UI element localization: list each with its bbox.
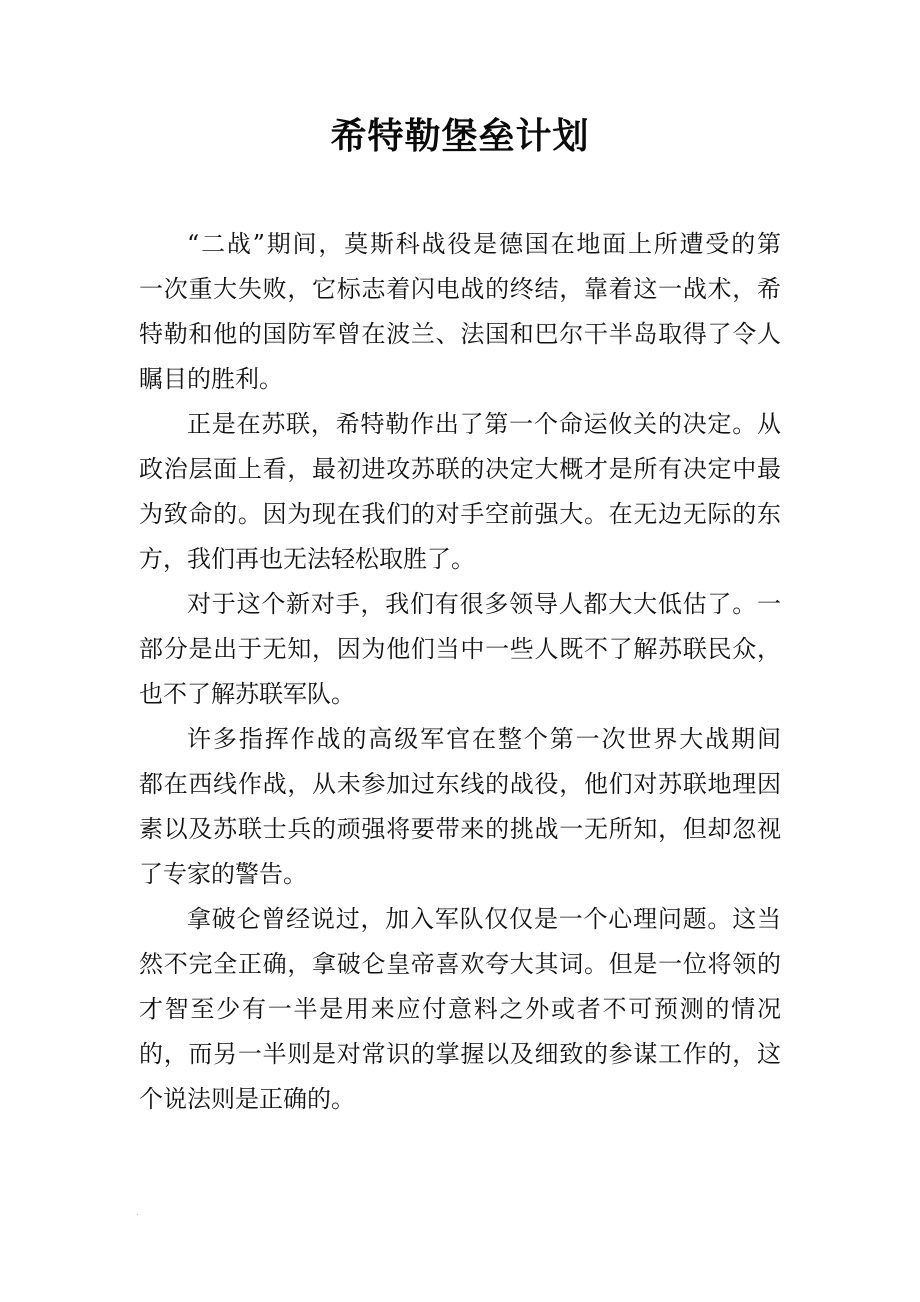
document-title: 希特勒堡垒计划: [330, 115, 590, 157]
text-line: 政治层面上看，最初进攻苏联的决定大概才是所有决定中最: [139, 455, 781, 483]
text-line: 的，而另一半则是对常识的掌握以及细致的参谋工作的，这: [139, 1040, 781, 1068]
text-line: 个说法则是正确的。: [139, 1085, 355, 1113]
paragraph: [139, 717, 781, 897]
text-line: 瞩目的胜利。: [139, 365, 283, 393]
text-line: 为致命的。因为现在我们的对手空前强大。在无边无际的东: [139, 500, 781, 528]
document-body: [139, 222, 781, 1122]
text-line: 方，我们再也无法轻松取胜了。: [139, 545, 475, 573]
text-line: 然不完全正确，拿破仑皇帝喜欢夸大其词。但是一位将领的: [139, 950, 781, 978]
text-line: 也不了解苏联军队。: [139, 680, 355, 708]
scan-speck: ·: [136, 1210, 140, 1221]
text-line: 部分是出于无知，因为他们当中一些人既不了解苏联民众，: [139, 635, 781, 663]
paragraph: [139, 222, 781, 402]
paragraph: [139, 582, 781, 717]
text-line: 对于这个新对手，我们有很多领导人都大大低估了。一: [187, 590, 781, 618]
paragraph: [139, 897, 781, 1122]
paragraph: [139, 402, 781, 582]
text-line: 许多指挥作战的高级军官在整个第一次世界大战期间: [187, 725, 781, 753]
text-line: 了专家的警告。: [139, 860, 307, 888]
text-line: 正是在苏联，希特勒作出了第一个命运攸关的决定。从: [187, 410, 781, 438]
text-line: 才智至少有一半是用来应付意料之外或者不可预测的情况: [139, 995, 781, 1023]
text-line: “二战”期间，莫斯科战役是德国在地面上所遭受的第: [187, 230, 781, 258]
text-line: 特勒和他的国防军曾在波兰、法国和巴尔干半岛取得了令人: [139, 320, 781, 348]
text-line: 一次重大失败，它标志着闪电战的终结，靠着这一战术，希: [139, 275, 781, 303]
text-line: 拿破仑曾经说过，加入军队仅仅是一个心理问题。这当: [187, 905, 781, 933]
text-line: 都在西线作战，从未参加过东线的战役，他们对苏联地理因: [139, 770, 781, 798]
text-line: 素以及苏联士兵的顽强将要带来的挑战一无所知，但却忽视: [139, 815, 781, 843]
